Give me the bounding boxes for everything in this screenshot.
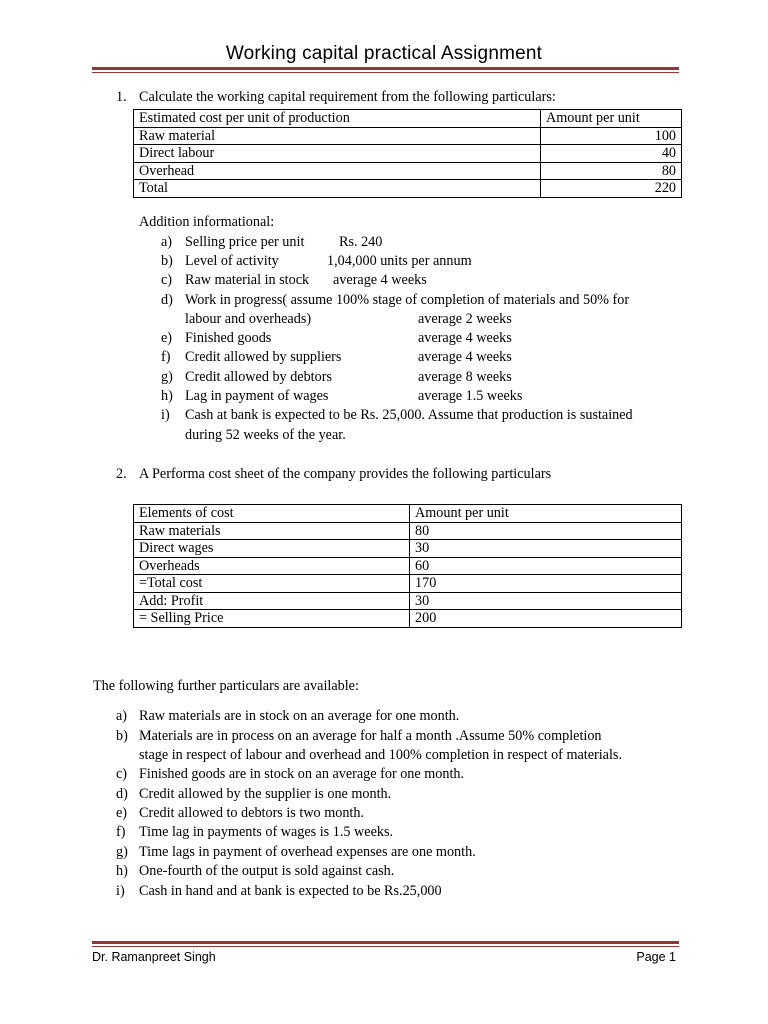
table-cell: 60 (410, 557, 682, 575)
table-row (134, 575, 682, 593)
list-item: Selling price per unit (185, 234, 305, 250)
list-item-label: h) (116, 863, 128, 879)
list-item-value: 1,04,000 units per annum (327, 253, 472, 269)
list-item-label: i) (161, 407, 170, 423)
table-cell: 200 (410, 610, 682, 628)
list-item-label: c) (116, 766, 128, 782)
list-item: One-fourth of the output is sold against cash. (139, 863, 395, 879)
addition-heading: Addition informational: (139, 214, 275, 230)
further-heading: The following further particulars are available: (93, 678, 359, 694)
q2-cost-sheet-table (133, 504, 682, 628)
list-item: Credit allowed by debtors (185, 369, 332, 385)
list-item: Lag in payment of wages (185, 388, 329, 404)
list-item: Raw material in stock (185, 272, 310, 288)
footer-rule (92, 941, 679, 945)
table-row (134, 110, 682, 128)
table-row (134, 610, 682, 628)
q2-number: 2. (116, 466, 127, 482)
list-item: Raw materials are in stock on an average for one month. (139, 708, 460, 724)
list-item: Materials are in process on an average for half a month .Assume 50% completion (139, 728, 602, 744)
table-row (134, 180, 682, 198)
table-cell: Direct wages (134, 540, 410, 558)
table-cell: Total (134, 180, 541, 198)
list-item-continuation: during 52 weeks of the year. (185, 427, 346, 443)
list-item: Work in progress( assume 100% stage of completion of materials and 50% for (185, 292, 630, 308)
list-item-continuation: stage in respect of labour and overhead and 100% completion in respect of materials. (139, 747, 622, 763)
list-item: Time lag in payments of wages is 1.5 weeks. (139, 824, 394, 840)
table-cell: Overhead (134, 162, 541, 180)
table-cell: 80 (410, 522, 682, 540)
list-item-value: average 4 weeks (418, 330, 512, 346)
list-item-label: b) (116, 728, 128, 744)
table-header-cell: Estimated cost per unit of production (134, 110, 541, 128)
table-cell: =Total cost (134, 575, 410, 593)
footer-author: Dr. Ramanpreet Singh (92, 950, 216, 964)
list-item-label: d) (116, 786, 128, 802)
table-cell: 100 (541, 127, 682, 145)
list-item-label: g) (116, 844, 128, 860)
list-item-value: average 2 weeks (418, 311, 512, 327)
list-item: Cash at bank is expected to be Rs. 25,000. Assume that production is sustained (185, 407, 633, 423)
list-item-value: average 4 weeks (418, 349, 512, 365)
table-cell: Overheads (134, 557, 410, 575)
list-item-label: h) (161, 388, 173, 404)
q1-number: 1. (116, 89, 127, 105)
table-cell: 170 (410, 575, 682, 593)
list-item-label: i) (116, 883, 125, 899)
list-item-label: d) (161, 292, 173, 308)
table-cell: Raw materials (134, 522, 410, 540)
list-item: Finished goods are in stock on an average for one month. (139, 766, 465, 782)
table-cell: Direct labour (134, 145, 541, 163)
table-cell: Raw material (134, 127, 541, 145)
table-cell: 30 (410, 592, 682, 610)
q1-cost-table (133, 109, 682, 198)
list-item: Credit allowed by suppliers (185, 349, 342, 365)
table-header-cell: Amount per unit (541, 110, 682, 128)
list-item-continuation: labour and overheads) (185, 311, 312, 327)
list-item-label: a) (161, 234, 173, 250)
list-item-value: average 4 weeks (333, 272, 427, 288)
list-item-label: e) (161, 330, 173, 346)
page-title: Working capital practical Assignment (225, 43, 543, 64)
table-row (134, 505, 682, 523)
list-item: Level of activity (185, 253, 279, 269)
footer-page-number: Page 1 (636, 950, 676, 964)
list-item: Time lags in payment of overhead expenses are one month. (139, 844, 476, 860)
header-rule (92, 67, 679, 71)
table-cell: = Selling Price (134, 610, 410, 628)
list-item-label: e) (116, 805, 128, 821)
list-item: Finished goods (185, 330, 272, 346)
list-item-label: f) (116, 824, 126, 840)
table-row (134, 522, 682, 540)
table-cell: 30 (410, 540, 682, 558)
q2-text: A Performa cost sheet of the company provides the following particulars (139, 466, 552, 482)
table-cell: 80 (541, 162, 682, 180)
list-item-value: average 8 weeks (418, 369, 512, 385)
table-cell: Add: Profit (134, 592, 410, 610)
list-item-value: average 1.5 weeks (418, 388, 523, 404)
list-item: Credit allowed by the supplier is one month. (139, 786, 392, 802)
list-item-label: b) (161, 253, 173, 269)
table-cell: 220 (541, 180, 682, 198)
table-cell: 40 (541, 145, 682, 163)
q1-text: Calculate the working capital requirement from the following particulars: (139, 89, 556, 105)
table-row (134, 145, 682, 163)
table-row (134, 557, 682, 575)
list-item-label: a) (116, 708, 128, 724)
list-item-value: Rs. 240 (339, 234, 383, 250)
table-row (134, 540, 682, 558)
list-item-label: g) (161, 369, 173, 385)
list-item-label: c) (161, 272, 173, 288)
table-row (134, 162, 682, 180)
list-item: Cash in hand and at bank is expected to be Rs.25,000 (139, 883, 442, 899)
table-row (134, 127, 682, 145)
table-header-cell: Elements of cost (134, 505, 410, 523)
list-item: Credit allowed to debtors is two month. (139, 805, 365, 821)
list-item-label: f) (161, 349, 171, 365)
table-row (134, 592, 682, 610)
table-header-cell: Amount per unit (410, 505, 682, 523)
